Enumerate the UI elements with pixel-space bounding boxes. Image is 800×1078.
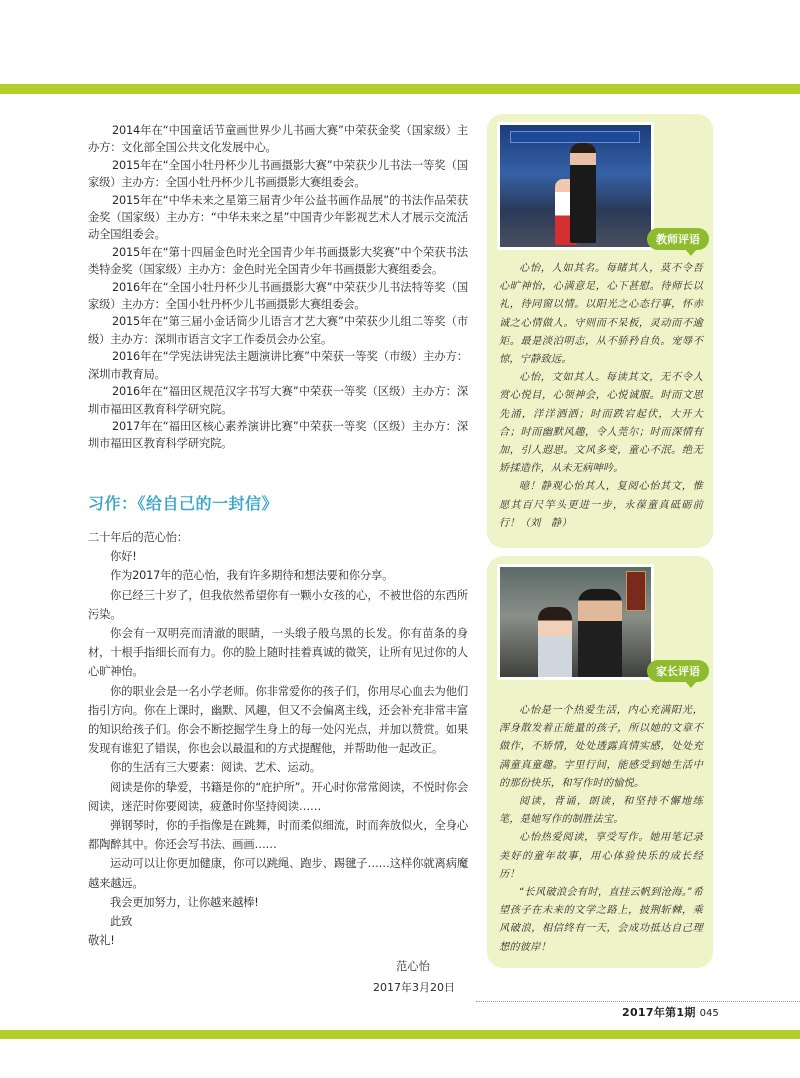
letter-paragraph: 运动可以让你更加健康，你可以跳绳、跑步、踢毽子……这样你就离病魔越来越远。 [88, 857, 468, 890]
parent-comment-paragraph: 心怡是一个热爱生活，内心充满阳光，浑身散发着正能量的孩子，所以她的文章不做作，不矫情，处处透露真情实感，处处充满童真童趣。字里行间，能感受到她生活中的那份快乐，和写作时的愉悦。 [499, 705, 703, 789]
letter-paragraph: 你的职业会是一名小学老师。你非常爱你的孩子们，你用尽心血去为他们指引方向。你在上课时，幽默、风趣，但又不会偏离主线，还会补充非常丰富的知识给孩子们。你会不断挖掘学生身上的每一处闪光点，并加以赞赏。如果发现有谁犯了错误，你也会以最温和的方式提醒他，并帮助他一起改正。 [88, 684, 468, 756]
award-item: 2017年在“福田区核心素养演讲比赛”中荣获一等奖（区级）主办方：深圳市福田区教育科学研究院。 [88, 419, 468, 451]
letter-body [88, 528, 468, 994]
award-item: 2015年在“第十四届金色时光全国青少年书画摄影大奖赛”中个荣获书法类特金奖（国家级）主办方：金色时光全国青少年书画摄影大赛组委会。 [88, 245, 468, 277]
teacher-photo [497, 122, 654, 250]
letter-paragraph: 弹钢琴时，你的手指像是在跳舞，时而柔似细流，时而奔放似火，全身心都陶醉其中。你还会写书法、画画…… [88, 819, 468, 852]
letter-paragraph: 阅读是你的挚爱，书籍是你的“庇护所”。开心时你常常阅读，不悦时你会阅读，迷茫时你要阅读，疲惫时你坚持阅读…… [88, 780, 468, 813]
award-item: 2016年在“福田区规范汉字书写大赛”中荣获一等奖（区级）主办方：深圳市福田区教育科学研究院。 [88, 385, 468, 416]
teacher-comment-paragraph: 心怡，人如其名。每睹其人，莫不令吾心旷神怡，心满意足，心下甚慰。待师长以礼，待同窗以情。以阳光之心态行事，怀赤诚之心情做人。守则而不呆板，灵动而不逾矩。最是淡泊明志，从不骄矜自负。宠辱不惊，宁静致远。 [499, 263, 703, 366]
teacher-comment-box [487, 114, 713, 548]
shop-sign-shape [626, 571, 646, 611]
teacher-comment-paragraph: 噫！静观心怡其人，复阅心怡其文，惟愿其百尺竿头更进一步，永葆童真砥砺前行！（刘 静） [499, 481, 703, 529]
award-item: 2015年在“全国小牡丹杯少儿书画摄影大赛”中荣获少儿书法一等奖（国家级）主办方：全国小牡丹杯少儿书画摄影大赛组委会。 [88, 158, 468, 190]
footer-divider [476, 1001, 800, 1002]
parent-figure [578, 589, 622, 680]
letter-closing-regards: 敬礼! [88, 934, 115, 948]
child-figure [538, 607, 572, 680]
letter-paragraph: 你的生活有三大要素：阅读、艺术、运动。 [110, 761, 321, 775]
awards-list [88, 122, 468, 453]
parent-comment-text [499, 702, 703, 957]
bottom-stripe [0, 1030, 800, 1039]
letter-paragraph: 我会更加努力，让你越来越棒! [110, 895, 259, 909]
letter-greeting: 你好! [110, 550, 137, 564]
stage-banner-shape [510, 131, 640, 143]
issue-label: 2017年第1期 [622, 1006, 696, 1019]
award-item: 2015年在“第三届小金话筒少儿语言才艺大赛”中荣获少儿组二等奖（市级）主办方：深圳市语言文字工作委员会办公室。 [88, 315, 468, 346]
teacher-figure [570, 143, 596, 243]
page-footer [622, 1004, 719, 1020]
letter-closing: 此致 [110, 915, 133, 929]
award-item: 2016年在“学宪法讲宪法主题演讲比赛”中荣获一等奖（市级）主办方：深圳市教育局。 [88, 350, 468, 381]
teacher-comment-badge: 教师评语 [647, 228, 709, 250]
teacher-comment-paragraph: 心怡，文如其人。每读其文，无不令人赏心悦目，心领神会，心悦诚服。时而文思先涌，洋洋洒洒；时而跌宕起伏，大开大合；时而幽默风趣，令人莞尔；时而深情有加，引人遐思。文风多变，童心不泯。绝无矫揉造作，从未无病呻吟。 [499, 372, 703, 475]
top-stripe [0, 84, 800, 94]
parent-comment-paragraph: 心怡热爱阅读，享受写作。她用笔记录美好的童年故事，用心体验快乐的成长经历！ [499, 832, 703, 880]
letter-paragraph: 你会有一双明亮而清澈的眼睛，一头缎子般乌黑的长发。你有苗条的身材，十根手指细长而有力。你的脸上随时挂着真诚的微笑，让所有见过你的人心旷神怡。 [88, 627, 468, 679]
parent-photo [497, 564, 654, 680]
parent-comment-badge: 家长评语 [647, 660, 709, 682]
letter-paragraph: 你已经三十岁了，但我依然希望你有一颗小女孩的心，不被世俗的东西所污染。 [88, 588, 468, 621]
award-item: 2016年在“全国小牡丹杯少儿书画摄影大赛”中荣获少儿书法特等奖（国家级）主办方：全国小牡丹杯少儿书画摄影大赛组委会。 [88, 280, 468, 312]
letter-date: 2017年3月20日 [373, 981, 455, 994]
award-item: 2014年在“中国童话节童画世界少儿书画大赛”中荣获金奖（国家级）主办方：文化部全国公共文化发展中心。 [88, 124, 468, 155]
parent-comment-paragraph: “长风破浪会有时，直挂云帆到沧海。”希望孩子在未来的文学之路上，披荆斩棘，乘风破浪，相信终有一天，会成功抵达自己理想的彼岸！ [499, 887, 703, 953]
parent-comment-box [487, 556, 713, 968]
section-title: 习作：《给自己的一封信》 [88, 494, 279, 513]
letter-paragraph: 作为2017年的范心怡，我有许多期待和想法要和你分享。 [110, 569, 394, 583]
letter-signature: 范心怡 [396, 960, 430, 973]
parent-comment-paragraph: 阅读，背诵，朗读，和坚持不懈地练笔，是她写作的制胜法宝。 [499, 796, 703, 826]
award-item: 2015年在“中华未来之星第三届青少年公益书画作品展”的书法作品荣获金奖（国家级）主办方：“中华未来之星”中国青少年影视艺术人才展示交流活动全国组委会。 [88, 193, 468, 242]
teacher-comment-text [499, 260, 703, 533]
page-number: 045 [699, 1008, 719, 1019]
letter-salutation: 二十年后的范心怡： [88, 531, 188, 544]
